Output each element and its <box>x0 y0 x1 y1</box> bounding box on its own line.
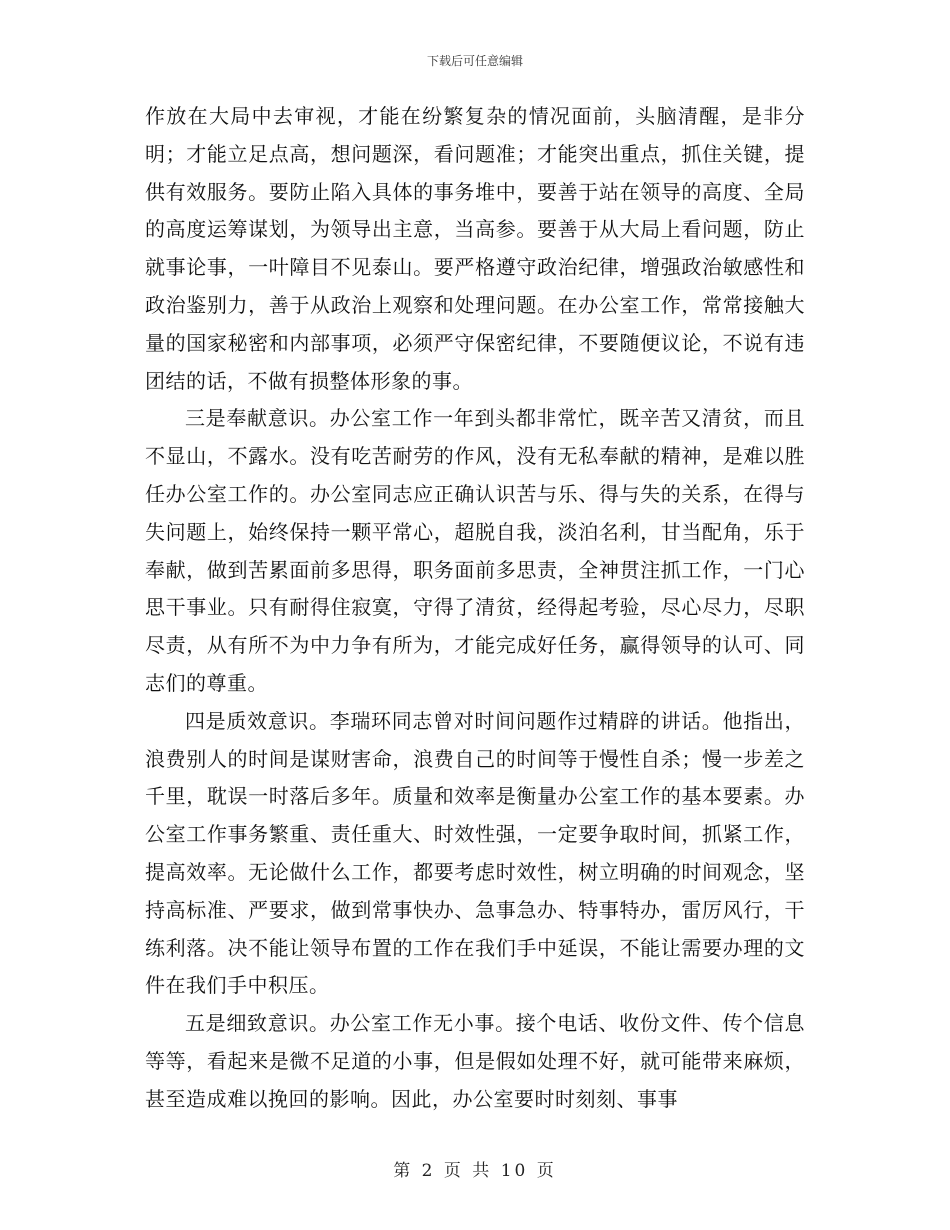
paragraph-2: 三是奉献意识。办公室工作一年到头都非常忙，既辛苦又清贫，而且不显山，不露水。没有吃苦耐劳的作风，没有无私奉献的精神，是难以胜任办公室工作的。办公室同志应正确认识苦与乐、得与失的关系，在得与失问题上，始终保持一颗平常心，超脱自我，淡泊名利，甘当配角，乐于奉献，做到苦累面前多思得，职务面前多思责，全神贯注抓工作，一门心思干事业。只有耐得住寂寞，守得了清贫，经得起考验，尽心尽力，尽职尽责，从有所不为中力争有所为，才能完成好任务，赢得领导的认可、同志们的尊重。 <box>145 406 805 695</box>
paragraph-3: 四是质效意识。李瑞环同志曾对时间问题作过精辟的讲话。他指出，浪费别人的时间是谋财害命，浪费自己的时间等于慢性自杀；慢一步差之千里，耽误一时落后多年。质量和效率是衡量办公室工作的基本要素。办公室工作事务繁重、责任重大、时效性强，一定要争取时间，抓紧工作，提高效率。无论做什么工作，都要考虑时效性，树立明确的时间观念，坚持高标准、严要求，做到常事快办、急事急办、特事特办，雷厉风行，干练利落。决不能让领导布置的工作在我们手中延误，不能让需要办理的文件在我们手中积压。 <box>145 708 805 998</box>
paragraph-4: 五是细致意识。办公室工作无小事。接个电话、收份文件、传个信息等等，看起来是微不足道的小事，但是假如处理不好，就可能带来麻烦，甚至造成难以挽回的影响。因此，办公室要时时刻刻、事事 <box>145 1011 805 1111</box>
document-body <box>145 98 805 1119</box>
page-footer: 第 2 页 共 10 页 <box>393 1161 557 1181</box>
page-header: 下载后可任意编辑 <box>426 54 523 68</box>
paragraph-1: 作放在大局中去审视，才能在纷繁复杂的情况面前，头脑清醒，是非分明；才能立足点高，想问题深，看问题准；才能突出重点，抓住关键，提供有效服务。要防止陷入具体的事务堆中，要善于站在领导的高度、全局的高度运筹谋划，为领导出主意，当高参。要善于从大局上看问题，防止就事论事，一叶障目不见泰山。要严格遵守政治纪律，增强政治敏感性和政治鉴别力，善于从政治上观察和处理问题。在办公室工作，常常接触大量的国家秘密和内部事项，必须严守保密纪律，不要随便议论，不说有违团结的话，不做有损整体形象的事。 <box>145 104 805 393</box>
